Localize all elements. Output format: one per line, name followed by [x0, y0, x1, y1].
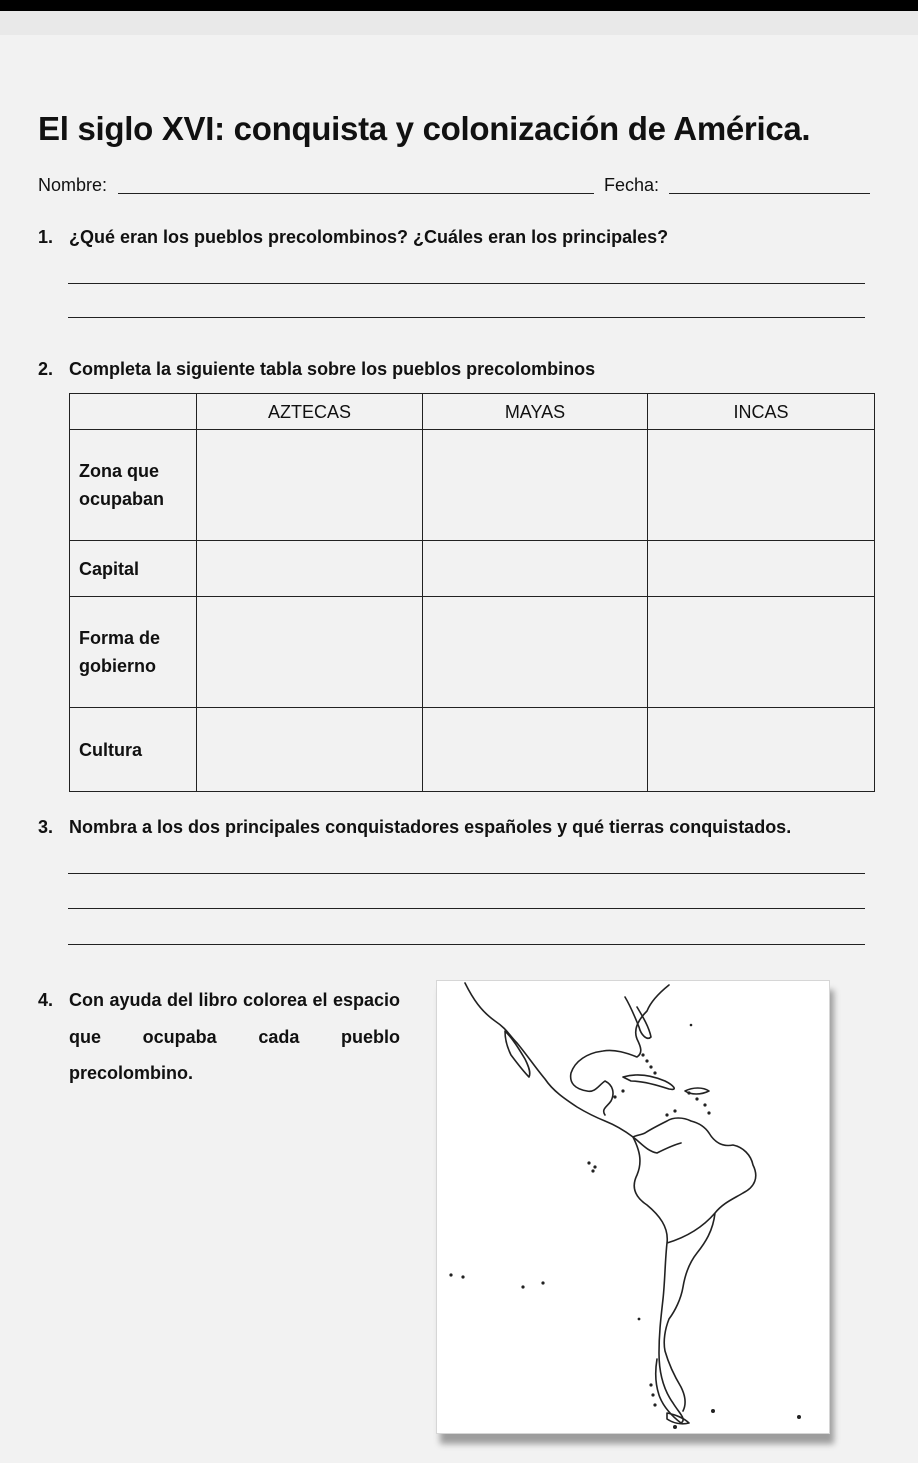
- row-header-gobierno: Forma de gobierno: [70, 597, 197, 708]
- date-field[interactable]: [669, 193, 870, 194]
- question-3: [38, 817, 791, 838]
- answer-line[interactable]: [68, 908, 865, 909]
- question-text: Nombra a los dos principales conquistadores españoles y qué tierras conquistados.: [69, 817, 792, 837]
- answer-cell[interactable]: [648, 541, 875, 597]
- latin-america-outline-map-icon: [437, 981, 829, 1433]
- question-number: 3.: [38, 817, 54, 837]
- column-header-incas: INCAS: [648, 394, 875, 430]
- question-number: 1.: [38, 227, 54, 247]
- question-number: 2.: [38, 359, 54, 379]
- answer-line[interactable]: [68, 317, 865, 318]
- row-header-zona: Zona que ocupaban: [70, 430, 197, 541]
- gulf-coast: [571, 985, 669, 1115]
- question-text: Con ayuda del libro colorea el espacio que ocupaba cada pueblo precolombino.: [69, 990, 400, 1083]
- table-row: [70, 597, 875, 708]
- island-dots: [449, 1024, 801, 1429]
- row-header-cultura: Cultura: [70, 708, 197, 792]
- answer-line[interactable]: [68, 944, 865, 945]
- answer-cell[interactable]: [197, 597, 423, 708]
- date-label: Fecha:: [604, 175, 660, 195]
- south-america: [633, 1118, 756, 1423]
- name-date-row: [38, 175, 870, 197]
- table-header-row: [70, 394, 875, 430]
- precolombian-table: [69, 393, 875, 792]
- name-field[interactable]: [118, 193, 594, 194]
- worksheet-title: El siglo XVI: conquista y colonización de América.: [38, 110, 811, 147]
- florida: [625, 997, 651, 1038]
- row-header-capital: Capital: [70, 541, 197, 597]
- table-row: [70, 430, 875, 541]
- answer-cell[interactable]: [648, 597, 875, 708]
- answer-cell[interactable]: [648, 430, 875, 541]
- question-2: [38, 359, 595, 380]
- answer-cell[interactable]: [197, 430, 423, 541]
- latin-america-map[interactable]: [436, 980, 830, 1434]
- cuba: [623, 1075, 674, 1089]
- answer-cell[interactable]: [197, 708, 423, 792]
- answer-cell[interactable]: [423, 708, 648, 792]
- answer-line[interactable]: [68, 873, 865, 874]
- question-4: [38, 982, 400, 1092]
- question-text: ¿Qué eran los pueblos precolombinos? ¿Cuáles eran los principales?: [69, 227, 669, 247]
- answer-cell[interactable]: [197, 541, 423, 597]
- answer-cell[interactable]: [423, 430, 648, 541]
- table-corner-cell: [70, 394, 197, 430]
- table-row: [70, 708, 875, 792]
- answer-line[interactable]: [68, 283, 865, 284]
- name-label: Nombre:: [38, 175, 108, 195]
- column-header-mayas: MAYAS: [423, 394, 648, 430]
- question-1: [38, 227, 668, 248]
- column-header-aztecas: AZTECAS: [197, 394, 423, 430]
- top-gray-band: [0, 11, 918, 35]
- top-black-bar: [0, 0, 918, 11]
- answer-cell[interactable]: [423, 541, 648, 597]
- table-row: [70, 541, 875, 597]
- answer-cell[interactable]: [423, 597, 648, 708]
- answer-cell[interactable]: [648, 708, 875, 792]
- question-number: 4.: [38, 990, 54, 1010]
- question-text: Completa la siguiente tabla sobre los pueblos precolombinos: [69, 359, 596, 379]
